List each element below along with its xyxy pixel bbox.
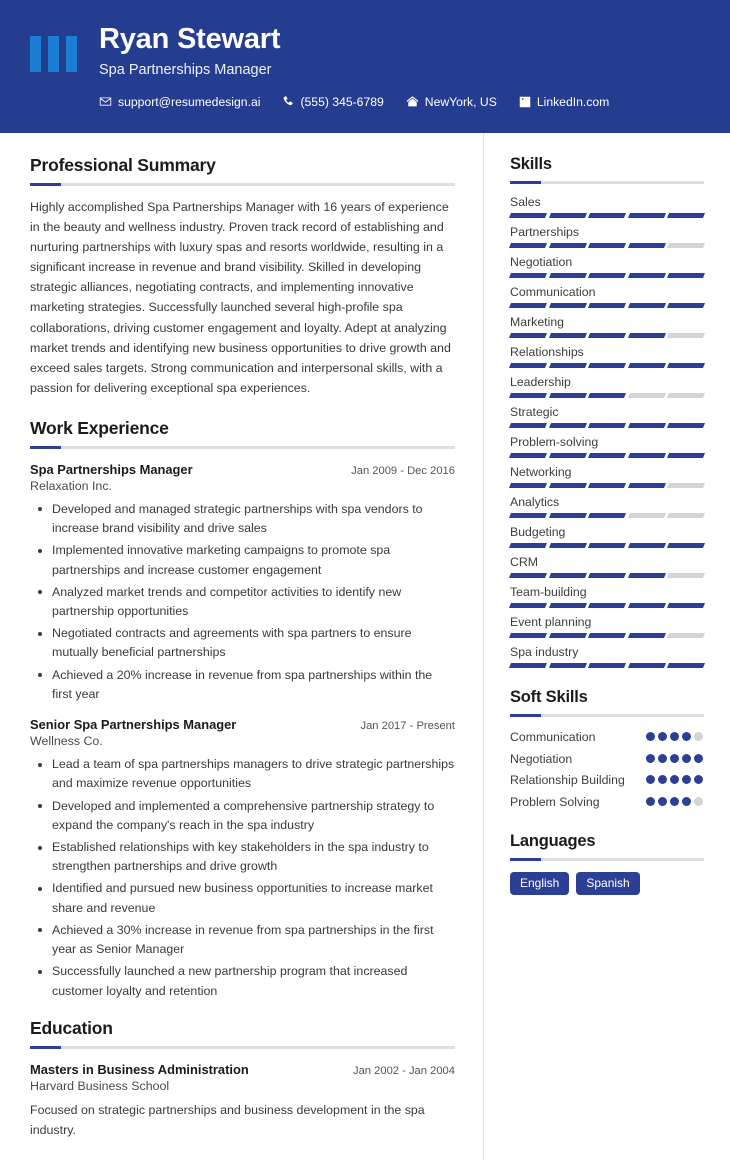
skill-meter-segment: [549, 453, 587, 458]
section-divider: [510, 858, 704, 861]
section-languages: [510, 832, 704, 895]
skill-meter-segment: [628, 423, 666, 428]
experience-dates: Jan 2017 - Present: [360, 720, 455, 733]
skill-meter-segment: [509, 633, 547, 638]
contact-phone[interactable]: [282, 95, 383, 109]
main-column: [0, 133, 483, 1160]
skill-meter-segment: [628, 603, 666, 608]
soft-skill-rating: [646, 750, 704, 763]
skill-label: CRM: [510, 555, 539, 569]
list-item: Achieved a 20% increase in revenue from spa partnerships within the first year: [30, 666, 455, 704]
skill-meter-segment: [509, 603, 547, 608]
education-school: Harvard Business School: [30, 1078, 170, 1093]
soft-skill-dot: [646, 732, 655, 741]
skill-meter-segment: [588, 273, 626, 278]
contact-location-label: NewYork, US: [424, 94, 497, 109]
skill-meter-segment: [667, 333, 705, 338]
resume-body: [0, 133, 730, 1160]
education-entry-header: [30, 1062, 455, 1077]
soft-skill-dot: [658, 732, 667, 741]
skill-meter-segment: [628, 543, 666, 548]
skill-row: [510, 315, 704, 338]
skill-meter-segment: [549, 543, 587, 548]
skill-meter-segment: [509, 513, 547, 518]
skill-row: [510, 435, 704, 458]
languages-list: [510, 872, 704, 895]
contact-row: [99, 95, 609, 109]
skill-meter-segment: [667, 633, 705, 638]
section-title-skills: Skills: [510, 155, 552, 173]
soft-skill-dot: [670, 732, 679, 741]
skill-meter-segment: [667, 393, 705, 398]
experience-role: Spa Partnerships Manager: [30, 461, 193, 477]
skill-meter-segment: [509, 453, 547, 458]
skill-meter: [510, 423, 704, 428]
skill-meter-segment: [588, 393, 626, 398]
list-item: Lead a team of spa partnerships managers to drive strategic partnerships and maximize revenue opportunities: [30, 755, 455, 793]
skill-meter-segment: [549, 363, 587, 368]
experience-bullet-list: [30, 500, 455, 704]
education-dates: Jan 2002 - Jan 2004: [352, 1064, 455, 1077]
section-divider: [30, 1046, 455, 1049]
home-icon: [406, 95, 419, 108]
list-item: Analyzed market trends and competitor activities to identify new partnership opportunities: [30, 583, 455, 621]
skill-label: Analytics: [510, 495, 560, 509]
list-item: Developed and implemented a comprehensive partnership strategy to expand the company's reach in the spa industry: [30, 797, 455, 835]
skill-label: Communication: [510, 285, 596, 299]
soft-skill-dot: [694, 797, 703, 806]
skill-row: [510, 495, 704, 518]
skill-meter-segment: [667, 213, 705, 218]
skill-label: Partnerships: [510, 225, 580, 239]
resume-header: [0, 0, 730, 133]
skill-meter-segment: [509, 393, 547, 398]
soft-skill-dot: [658, 775, 667, 784]
soft-skill-dot: [694, 732, 703, 741]
soft-skill-dot: [682, 775, 691, 784]
linkedin-icon: [519, 96, 531, 108]
skill-meter-segment: [628, 663, 666, 668]
experience-dates: Jan 2009 - Dec 2016: [351, 464, 455, 477]
skill-row: [510, 615, 704, 638]
contact-linkedin-label: LinkedIn.com: [536, 94, 610, 109]
list-item: Successfully launched a new partnership program that increased customer loyalty and retention: [30, 962, 455, 1000]
skill-label: Leadership: [510, 375, 571, 389]
skill-meter-segment: [588, 573, 626, 578]
skill-meter-segment: [509, 363, 547, 368]
list-item: Negotiated contracts and agreements with spa partners to ensure mutually beneficial partnerships: [30, 624, 455, 662]
list-item: Developed and managed strategic partnerships with spa vendors to increase brand visibility and drive sales: [30, 500, 455, 538]
candidate-job-title: Spa Partnerships Manager: [99, 61, 272, 78]
skill-meter: [510, 513, 704, 518]
contact-email-label: support@resumedesign.ai: [118, 94, 261, 109]
skill-meter-segment: [509, 243, 547, 248]
skill-meter: [510, 393, 704, 398]
soft-skill-rating: [646, 793, 704, 806]
experience-entry: [30, 462, 455, 704]
contact-phone-label: (555) 345-6789: [300, 94, 384, 109]
skill-meter-segment: [667, 243, 705, 248]
skill-meter-segment: [667, 573, 705, 578]
summary-text: Highly accomplished Spa Partnerships Manager with 16 years of experience in the beauty and wellness industry. Proven track record of establishing and nurturing partnerships with luxury spas and resorts worldwide, resulting in a significant increase in revenue and brand visibility. Skilled in developing strategic alliances, negotiating contracts, and implementing innovative marketing strategies. Successfully launched several high-profile spa collaborations, driving customer engagement and loyalty. Adept at analyzing market trends and identifying new business opportunities to drive growth and exceed sales targets. Strong communication and interpersonal skills, with a passion for delivering exceptional spa experiences.: [30, 200, 451, 395]
skill-meter-segment: [588, 633, 626, 638]
skill-row: [510, 345, 704, 368]
list-item: Identified and pursued new business opportunities to increase market share and revenue: [30, 879, 455, 917]
skill-meter-segment: [588, 303, 626, 308]
soft-skill-row: [510, 771, 704, 790]
soft-skill-dot: [646, 754, 655, 763]
experience-role: Senior Spa Partnerships Manager: [30, 717, 237, 733]
skill-row: [510, 585, 704, 608]
skill-meter-segment: [549, 663, 587, 668]
soft-skill-dot: [682, 732, 691, 741]
soft-skill-row: [510, 728, 704, 747]
skill-meter-segment: [628, 453, 666, 458]
skill-row: [510, 405, 704, 428]
soft-skill-dot: [694, 754, 703, 763]
skill-meter-segment: [509, 543, 547, 548]
skill-meter-segment: [588, 213, 626, 218]
list-item: Implemented innovative marketing campaigns to promote spa partnerships and increase customer engagement: [30, 541, 455, 579]
section-divider: [510, 714, 704, 717]
language-tag[interactable]: English: [510, 872, 569, 895]
soft-skill-dot: [658, 754, 667, 763]
section-skills: [510, 155, 704, 668]
experience-bullet-list: [30, 755, 455, 1001]
skills-list: [510, 195, 704, 668]
skill-meter-segment: [588, 603, 626, 608]
skill-meter-segment: [667, 483, 705, 488]
education-degree: Masters in Business Administration: [30, 1061, 249, 1077]
soft-skill-dot: [694, 775, 703, 784]
skill-meter-segment: [588, 243, 626, 248]
skill-meter-segment: [509, 483, 547, 488]
soft-skill-dot: [682, 754, 691, 763]
skill-meter-segment: [628, 213, 666, 218]
skill-meter-segment: [628, 633, 666, 638]
language-tag[interactable]: Spanish: [576, 872, 639, 895]
soft-skill-dot: [682, 797, 691, 806]
skill-row: [510, 375, 704, 398]
skill-meter-segment: [667, 423, 705, 428]
skill-meter-segment: [549, 243, 587, 248]
skill-meter: [510, 453, 704, 458]
skill-meter-segment: [509, 663, 547, 668]
section-title-summary: Professional Summary: [30, 155, 216, 175]
skill-row: [510, 225, 704, 248]
skill-meter-segment: [549, 633, 587, 638]
skill-meter-segment: [509, 303, 547, 308]
skill-meter: [510, 543, 704, 548]
skill-meter-segment: [509, 573, 547, 578]
skill-meter-segment: [549, 393, 587, 398]
section-title-education: Education: [30, 1017, 113, 1038]
skill-meter-segment: [549, 333, 587, 338]
section-work-experience: [30, 418, 455, 1001]
skill-meter-segment: [588, 663, 626, 668]
skill-meter-segment: [628, 243, 666, 248]
list-item: Established relationships with key stakeholders in the spa industry to strengthen partnerships and drive growth: [30, 838, 455, 876]
education-entry: [30, 1062, 455, 1141]
skill-meter-segment: [509, 333, 547, 338]
skill-label: Problem-solving: [510, 435, 599, 449]
skill-meter-segment: [588, 453, 626, 458]
skill-meter-segment: [509, 273, 547, 278]
skill-meter-segment: [588, 543, 626, 548]
three-bars-logo-icon: [30, 18, 77, 72]
skill-label: Budgeting: [510, 525, 566, 539]
sidebar-column: [483, 133, 730, 1160]
skill-label: Negotiation: [510, 255, 573, 269]
section-divider: [510, 181, 704, 184]
section-education: [30, 1018, 455, 1141]
experience-entry-header: [30, 717, 455, 732]
skill-row: [510, 465, 704, 488]
soft-skill-row: [510, 750, 704, 769]
skill-meter: [510, 633, 704, 638]
skill-meter-segment: [628, 303, 666, 308]
soft-skill-dot: [670, 797, 679, 806]
header-identity: [99, 18, 609, 109]
skill-meter-segment: [549, 483, 587, 488]
skill-meter: [510, 333, 704, 338]
skill-label: Event planning: [510, 615, 592, 629]
section-title-soft-skills: Soft Skills: [510, 688, 588, 706]
skill-label: Spa industry: [510, 645, 579, 659]
skill-meter: [510, 213, 704, 218]
section-professional-summary: [30, 155, 455, 398]
soft-skill-dot: [670, 775, 679, 784]
skill-meter: [510, 603, 704, 608]
phone-icon: [282, 95, 294, 108]
skill-meter-segment: [588, 483, 626, 488]
skill-row: [510, 525, 704, 548]
skill-row: [510, 555, 704, 578]
skill-meter-segment: [667, 453, 705, 458]
soft-skills-list: [510, 728, 704, 812]
skill-row: [510, 285, 704, 308]
skill-meter-segment: [549, 513, 587, 518]
skill-meter-segment: [628, 333, 666, 338]
skill-row: [510, 645, 704, 668]
candidate-name: Ryan Stewart: [99, 23, 281, 55]
skill-meter-segment: [588, 333, 626, 338]
skill-meter-segment: [588, 363, 626, 368]
skill-meter-segment: [549, 273, 587, 278]
skill-meter: [510, 483, 704, 488]
skill-row: [510, 255, 704, 278]
contact-linkedin[interactable]: [519, 95, 610, 109]
skill-meter: [510, 363, 704, 368]
skill-meter-segment: [549, 573, 587, 578]
skill-meter: [510, 303, 704, 308]
soft-skill-dot: [646, 797, 655, 806]
education-note: Focused on strategic partnerships and business development in the spa industry.: [30, 1102, 425, 1137]
soft-skill-rating: [646, 728, 704, 741]
skill-meter-segment: [549, 423, 587, 428]
skill-meter-segment: [509, 423, 547, 428]
section-title-languages: Languages: [510, 831, 596, 850]
skill-meter-segment: [628, 393, 666, 398]
list-item: Achieved a 30% increase in revenue from spa partnerships in the first year as Senior Manager: [30, 921, 455, 959]
soft-skill-dot: [658, 797, 667, 806]
skill-meter: [510, 663, 704, 668]
soft-skill-dot: [646, 775, 655, 784]
skill-meter-segment: [667, 303, 705, 308]
skill-meter-segment: [549, 603, 587, 608]
skill-row: [510, 195, 704, 218]
envelope-icon: [99, 95, 112, 108]
skill-label: Networking: [510, 465, 572, 479]
soft-skill-row: [510, 793, 704, 812]
section-divider: [30, 446, 455, 449]
skill-meter-segment: [628, 573, 666, 578]
skill-meter-segment: [588, 513, 626, 518]
section-divider: [30, 183, 455, 186]
skill-meter-segment: [667, 543, 705, 548]
skill-meter-segment: [509, 213, 547, 218]
skill-meter-segment: [667, 603, 705, 608]
skill-meter-segment: [628, 483, 666, 488]
section-soft-skills: [510, 688, 704, 812]
skill-meter-segment: [667, 363, 705, 368]
skill-meter-segment: [667, 273, 705, 278]
soft-skill-label: Communication: [510, 730, 596, 744]
skill-meter: [510, 273, 704, 278]
soft-skill-dot: [670, 754, 679, 763]
skill-label: Team-building: [510, 585, 587, 599]
section-title-experience: Work Experience: [30, 417, 169, 438]
skill-meter: [510, 243, 704, 248]
skill-meter-segment: [667, 513, 705, 518]
experience-organization: Relaxation Inc.: [30, 478, 112, 493]
experience-entry-header: [30, 462, 455, 477]
skill-label: Marketing: [510, 315, 564, 329]
skill-meter-segment: [549, 303, 587, 308]
skill-meter-segment: [549, 213, 587, 218]
soft-skill-label: Negotiation: [510, 751, 573, 766]
skill-label: Strategic: [510, 405, 559, 419]
soft-skill-label: Problem Solving: [510, 795, 600, 810]
contact-email[interactable]: [99, 95, 260, 109]
experience-organization: Wellness Co.: [30, 734, 103, 749]
soft-skill-rating: [646, 771, 704, 784]
skill-meter-segment: [628, 273, 666, 278]
skill-meter-segment: [628, 513, 666, 518]
skill-meter-segment: [628, 363, 666, 368]
skill-meter-segment: [667, 663, 705, 668]
skill-label: Sales: [510, 195, 541, 209]
skill-meter: [510, 573, 704, 578]
skill-meter-segment: [588, 423, 626, 428]
soft-skill-label: Relationship Building: [510, 773, 625, 788]
experience-entry: [30, 717, 455, 1001]
contact-location[interactable]: [406, 95, 497, 109]
skill-label: Relationships: [510, 345, 584, 359]
